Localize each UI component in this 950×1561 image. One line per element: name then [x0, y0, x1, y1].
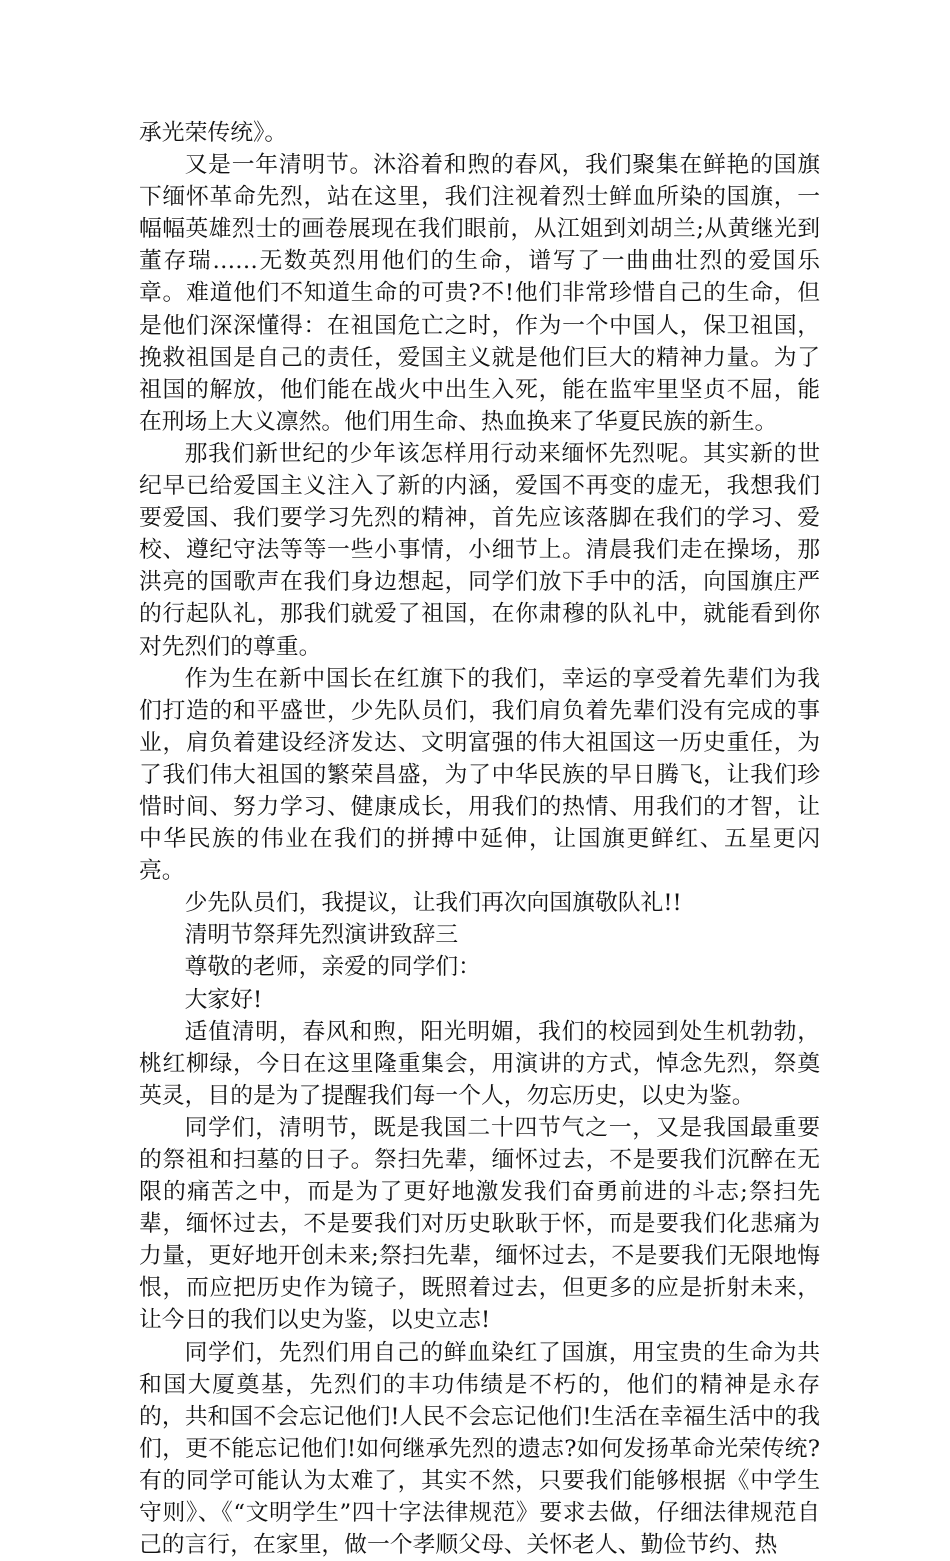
- greeting: 大家好!: [184, 986, 263, 1013]
- salutation: 尊敬的老师，亲爱的同学们：: [184, 954, 481, 981]
- paragraph-red-flag-generation: 作为生在新中国长在红旗下的我们，幸运的享受着先辈们为我们打造的和平盛世，少先队员们，我们肩负着先辈们没有完成的事业，肩负着建设经济发达、文明富强的伟大祖国这一历史重任，为了我们伟大祖国的繁荣昌盛，为了中华民族的早日腾飞，让我们珍惜时间、努力学习、健康成长，用我们的热情、用我们的才智，让中华民族的伟业在我们的拼搏中延伸，让国旗更鲜红、五星更闪亮。: [139, 665, 820, 885]
- paragraph-spring-assembly: 适值清明，春风和煦，阳光明媚，我们的校园到处生机勃勃，桃红柳绿，今日在这里隆重集会，用演讲的方式，悼念先烈，祭奠英灵，目的是为了提醒我们每一个人，勿忘历史，以史为鉴。: [139, 1018, 820, 1109]
- document-body: [139, 117, 820, 1561]
- paragraph-salute-proposal: 少先队员们，我提议，让我们再次向国旗敬队礼!!: [184, 890, 682, 917]
- paragraph-qingming-memorial: 又是一年清明节。沐浴着和煦的春风，我们聚集在鲜艳的国旗下缅怀革命先烈，站在这里，我们注视着烈士鲜血所染的国旗，一幅幅英雄烈士的画卷展现在我们眼前，从江姐到刘胡兰;从黄继光到董存瑞……无数英烈用他们的生命，谱写了一曲曲壮烈的爱国乐章。难道他们不知道生命的可贵?不!他们非常珍惜自己的生命，但是他们深深懂得：在祖国危亡之时，作为一个中国人，保卫祖国，挽救祖国是自己的责任，爱国主义就是他们巨大的精神力量。为了祖国的解放，他们能在战火中出生入死，能在监牢里坚贞不屈，能在刑场上大义凛然。他们用生命、热血换来了华夏民族的新生。: [139, 152, 820, 435]
- speech-three-title: 清明节祭拜先烈演讲致辞三: [184, 922, 459, 949]
- paragraph-continuation: 承光荣传统》。: [139, 120, 288, 146]
- paragraph-tomb-sweeping: 同学们，清明节，既是我国二十四节气之一，又是我国最重要的祭祖和扫墓的日子。祭扫先辈，缅怀过去，不是要我们沉醉在无限的痛苦之中，而是为了更好地激发我们奋勇前进的斗志;祭扫先辈，缅怀过去，不是要我们对历史耿耿于怀，而是要我们化悲痛为力量，更好地开创未来;祭扫先辈，缅怀过去，不是要我们无限地悔恨，而应把历史作为镜子，既照着过去，但更多的应是折射未来，让今日的我们以史为鉴，以史立志!: [139, 1114, 820, 1334]
- paragraph-inherit-legacy: 同学们，先烈们用自己的鲜血染红了国旗，用宝贵的生命为共和国大厦奠基，先烈们的丰功伟绩是不朽的，他们的精神是永存的，共和国不会忘记他们!人民不会忘记他们!生活在幸福生活中的我们，更不能忘记他们!如何继承先烈的遗志?如何发扬革命光荣传统?有的同学可能认为太难了，其实不然，只要我们能够根据《中学生守则》、《“文明学生”四十字法律规范》要求去做，仔细法律规范自己的言行，在家里，做一个孝顺父母、关怀老人、勤俭节约、热: [139, 1339, 820, 1559]
- paragraph-new-century-youth: 那我们新世纪的少年该怎样用行动来缅怀先烈呢。其实新的世纪早已给爱国主义注入了新的内涵，爱国不再变的虚无，我想我们要爱国、我们要学习先烈的精神，首先应该落脚在我们的学习、爱校、遵纪守法等等一些小事情，小细节上。清晨我们走在操场，那洪亮的国歌声在我们身边想起，同学们放下手中的活，向国旗庄严的行起队礼，那我们就爱了祖国，在你肃穆的队礼中，就能看到你对先烈们的尊重。: [139, 440, 820, 660]
